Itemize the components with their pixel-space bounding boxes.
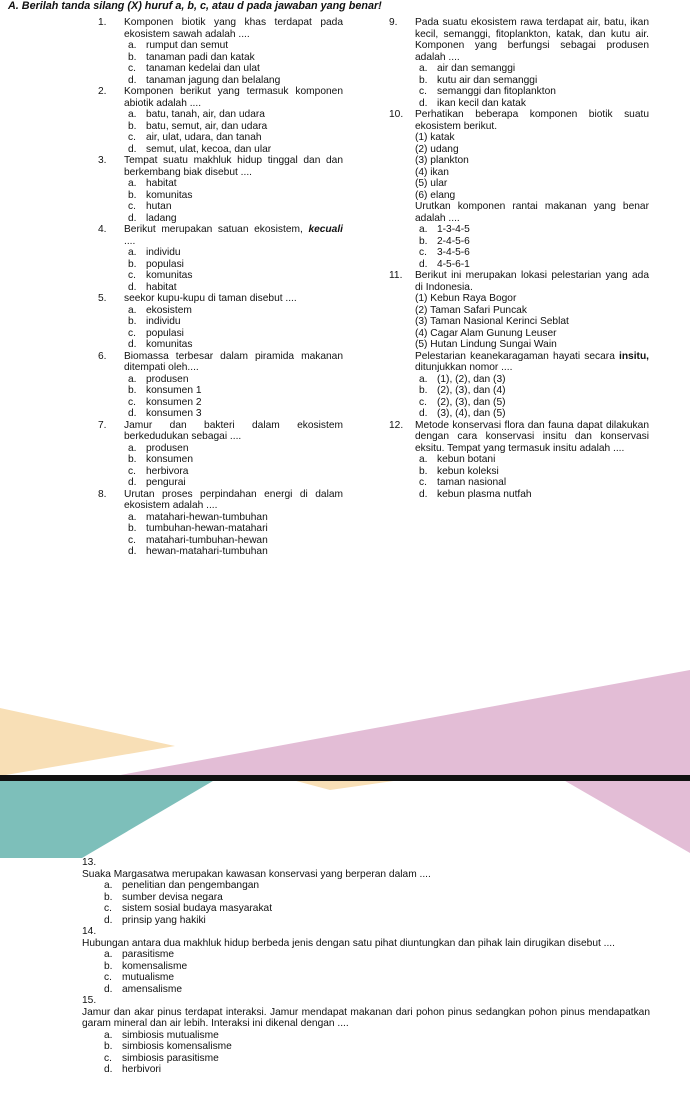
option-letter: c. — [419, 477, 427, 488]
option-text: 4-5-6-1 — [437, 258, 470, 270]
option-text: air dan semanggi — [437, 63, 516, 74]
answer-option[interactable] — [124, 477, 343, 489]
option-letter: b. — [128, 454, 137, 465]
option-letter: c. — [128, 270, 136, 281]
option-text: kebun koleksi — [437, 465, 499, 477]
list-item: (2) Taman Safari Puncak — [415, 304, 527, 316]
option-letter: c. — [128, 534, 136, 546]
option-text: kebun plasma nutfah — [437, 488, 532, 500]
option-text: prinsip yang hakiki — [122, 914, 206, 926]
answer-option[interactable] — [124, 397, 343, 409]
question — [389, 17, 649, 63]
answer-option[interactable] — [124, 63, 343, 75]
option-letter: c. — [128, 465, 136, 477]
question — [389, 109, 649, 132]
answer-option[interactable] — [415, 385, 649, 397]
option-letter: c. — [419, 396, 427, 408]
option-text: 3-4-5-6 — [437, 247, 470, 258]
question-number: 6. — [98, 350, 107, 362]
answer-option[interactable] — [124, 213, 343, 225]
option-letter: b. — [419, 385, 428, 396]
option-text: (3), (4), dan (5) — [437, 408, 506, 419]
question-stem: Jamur dan akar pinus terdapat interaksi. Jamur mendapat makanan dari pohon pinus sedangkan pohon pinus mendapatkan garam mineral dan air lebih. Interaksi ini dikenal dengan .... — [82, 1006, 650, 1029]
option-letter: c. — [128, 327, 136, 339]
answer-option[interactable] — [415, 63, 649, 75]
option-text: konsumen 1 — [146, 385, 202, 396]
section-title: A. Berilah tanda silang (X) huruf a, b, c, atau d pada jawaban yang benar! — [8, 0, 382, 12]
question-number: 13. — [82, 857, 97, 868]
answer-option[interactable] — [124, 385, 343, 397]
option-letter: c. — [419, 247, 427, 258]
answer-option[interactable] — [124, 247, 343, 259]
list-item: (3) plankton — [415, 155, 469, 166]
prompt-text: Pelestarian keanekaragaman hayati secara — [415, 350, 619, 362]
option-text: matahari-hewan-tumbuhan — [146, 511, 268, 523]
option-text: sumber devisa negara — [122, 891, 223, 903]
question-number: 11. — [389, 270, 403, 281]
question-stem: Metode konservasi flora dan fauna dapat dilakukan dengan cara konservasi insitu dan konservasi eksitu. Tempat yang termasuk insitu adalah .... — [415, 419, 649, 454]
option-text: mutualisme — [122, 972, 175, 983]
option-letter: a. — [104, 880, 113, 891]
option-letter: d. — [128, 143, 137, 155]
answer-option[interactable] — [100, 915, 650, 927]
question-number: 12. — [389, 419, 404, 431]
question — [98, 351, 343, 374]
answer-option[interactable] — [124, 328, 343, 340]
peach-shape — [0, 708, 175, 776]
option-text: (2), (3), dan (5) — [437, 396, 506, 408]
option-letter: d. — [419, 488, 428, 500]
answer-option[interactable] — [124, 282, 343, 294]
option-letter: a. — [419, 454, 428, 465]
left-column — [98, 17, 343, 558]
option-letter: a. — [128, 247, 137, 258]
option-text: individu — [146, 316, 181, 327]
answer-option[interactable] — [415, 408, 649, 420]
option-letter: b. — [128, 316, 137, 327]
question-number: 3. — [98, 155, 107, 166]
answer-option[interactable] — [415, 98, 649, 110]
option-letter: d. — [128, 546, 137, 557]
question — [389, 420, 649, 455]
answer-option[interactable] — [100, 972, 650, 984]
answer-option[interactable] — [124, 52, 343, 64]
decorative-banner — [0, 668, 690, 858]
question-prompt — [415, 351, 649, 374]
answer-option[interactable] — [100, 961, 650, 973]
answer-option[interactable] — [124, 190, 343, 202]
question-stem: seekor kupu-kupu di taman disebut .... — [124, 293, 297, 304]
question-stem: Biomassa terbesar dalam piramida makanan ditempati oleh.... — [124, 350, 343, 373]
answer-option[interactable] — [124, 144, 343, 156]
question-stem: Komponen biotik yang khas terdapat pada ekosistem sawah adalah .... — [124, 17, 343, 40]
stem-text: .... — [124, 235, 136, 247]
option-letter: b. — [104, 1041, 113, 1052]
option-text: ikan kecil dan katak — [437, 97, 526, 109]
option-text: komunitas — [146, 270, 193, 281]
option-text: komunitas — [146, 339, 193, 350]
option-letter: b. — [128, 51, 137, 63]
answer-option[interactable] — [124, 546, 343, 558]
option-letter: a. — [104, 1029, 113, 1041]
option-letter: d. — [104, 983, 113, 995]
question-number: 5. — [98, 293, 107, 304]
option-text: semut, ulat, kecoa, dan ular — [146, 143, 272, 155]
prompt-emphasis: insitu, — [619, 350, 649, 362]
option-text: individu — [146, 247, 181, 258]
option-letter: c. — [128, 396, 136, 408]
option-text: batu, semut, air, dan udara — [146, 120, 268, 132]
list-item: (4) ikan — [415, 166, 449, 178]
answer-option[interactable] — [415, 224, 649, 236]
question — [98, 86, 343, 109]
option-text: (1), (2), dan (3) — [437, 373, 506, 385]
option-letter: a. — [128, 109, 137, 120]
answer-option[interactable] — [124, 316, 343, 328]
option-text: batu, tanah, air, dan udara — [146, 109, 265, 120]
answer-option[interactable] — [124, 132, 343, 144]
answer-option[interactable] — [415, 374, 649, 386]
question — [98, 155, 343, 178]
option-letter: d. — [128, 212, 137, 224]
option-text: habitat — [146, 281, 177, 293]
stem-emphasis: kecuali — [308, 224, 343, 235]
answer-option[interactable] — [124, 121, 343, 133]
question — [98, 489, 343, 512]
answer-option[interactable] — [124, 523, 343, 535]
option-text: pengurai — [146, 477, 186, 488]
option-text: konsumen — [146, 454, 194, 465]
option-letter: d. — [128, 281, 137, 293]
list-item: (3) Taman Nasional Kerinci Seblat — [415, 316, 569, 327]
answer-option[interactable] — [124, 512, 343, 524]
question — [389, 270, 649, 293]
list-item: (6) elang — [415, 189, 456, 201]
question-stem: Hubungan antara dua makhluk hidup berbeda jenis dengan satu pihat diuntungkan dan pihak lain dirugikan disebut .... — [82, 937, 615, 949]
option-text: kutu air dan semanggi — [437, 74, 538, 86]
answer-option[interactable] — [124, 374, 343, 386]
option-letter: a. — [419, 63, 428, 74]
option-text: tanaman kedelai dan ulat — [146, 63, 260, 74]
list-item: (1) katak — [415, 132, 455, 143]
option-letter: b. — [419, 465, 428, 477]
option-text: penelitian dan pengembangan — [122, 880, 260, 891]
answer-option[interactable] — [124, 305, 343, 317]
option-text: konsumen 3 — [146, 408, 202, 419]
option-text: komensalisme — [122, 960, 188, 972]
question-stem: Komponen berikut yang termasuk komponen abiotik adalah .... — [124, 86, 343, 109]
option-letter: d. — [128, 477, 137, 488]
option-text: ladang — [146, 212, 177, 224]
answer-option[interactable] — [100, 892, 650, 904]
option-letter: a. — [104, 949, 113, 960]
option-text: kebun botani — [437, 454, 496, 465]
option-text: populasi — [146, 327, 184, 339]
option-text: (2), (3), dan (4) — [437, 385, 506, 396]
answer-option[interactable] — [415, 236, 649, 248]
answer-option[interactable] — [415, 75, 649, 87]
list-item: (2) udang — [415, 143, 459, 155]
answer-option[interactable] — [124, 178, 343, 190]
option-text: rumput dan semut — [146, 40, 229, 51]
answer-option[interactable] — [415, 397, 649, 409]
option-text: simbiosis komensalisme — [122, 1041, 232, 1052]
question — [98, 224, 343, 247]
option-letter: b. — [128, 523, 137, 534]
question-prompt: Urutkan komponen rantai makanan yang benar adalah .... — [415, 201, 649, 224]
question — [98, 293, 343, 305]
stem-text: Berikut merupakan satuan ekosistem, — [124, 224, 309, 235]
question-number: 1. — [98, 17, 107, 28]
option-text: tumbuhan-hewan-matahari — [146, 523, 268, 534]
question-stem: Jamur dan bakteri dalam ekosistem berkedudukan sebagai .... — [124, 419, 343, 442]
option-letter: d. — [104, 1064, 113, 1075]
option-text: 2-4-5-6 — [437, 235, 470, 247]
question-number: 8. — [98, 488, 107, 500]
option-text: ekosistem — [146, 304, 192, 316]
option-text: hutan — [146, 201, 172, 212]
option-letter: b. — [128, 385, 137, 396]
question-number: 2. — [98, 86, 107, 97]
option-letter: c. — [128, 132, 136, 143]
option-text: herbivori — [122, 1064, 162, 1075]
answer-option[interactable] — [100, 1030, 650, 1042]
question-stem: Perhatikan beberapa komponen biotik suatu ekosistem berikut. — [415, 109, 649, 132]
option-letter: b. — [419, 235, 428, 247]
option-letter: c. — [104, 1052, 112, 1064]
option-letter: b. — [104, 960, 113, 972]
answer-option[interactable] — [124, 339, 343, 351]
question-stem: Urutan proses perpindahan energi di dalam ekosistem adalah .... — [124, 488, 343, 511]
list-item: (4) Cagar Alam Gunung Leuser — [415, 327, 557, 339]
question — [98, 420, 343, 443]
option-text: parasitisme — [122, 949, 175, 960]
option-letter: d. — [128, 408, 137, 419]
option-text: amensalisme — [122, 983, 183, 995]
answer-option[interactable] — [415, 454, 649, 466]
option-letter: d. — [128, 339, 137, 350]
answer-option[interactable] — [100, 880, 650, 892]
question-number: 14. — [82, 926, 97, 937]
answer-option[interactable] — [124, 535, 343, 547]
question-stem: Tempat suatu makhluk hidup tinggal dan dan berkembang biak disebut .... — [124, 155, 343, 178]
option-text: simbiosis mutualisme — [122, 1029, 219, 1041]
question-number: 15. — [82, 995, 97, 1006]
option-text: tanaman padi dan katak — [146, 51, 255, 63]
option-letter: c. — [128, 201, 136, 212]
answer-option[interactable] — [100, 1041, 650, 1053]
bottom-section — [82, 857, 650, 1076]
answer-option[interactable] — [415, 247, 649, 259]
option-text: habitat — [146, 178, 177, 189]
option-letter: a. — [128, 178, 137, 189]
option-text: hewan-matahari-tumbuhan — [146, 546, 268, 557]
option-text: 1-3-4-5 — [437, 224, 470, 235]
answer-option[interactable] — [124, 466, 343, 478]
answer-option[interactable] — [415, 86, 649, 98]
divider-bar — [0, 775, 690, 781]
option-letter: c. — [104, 972, 112, 983]
option-text: sistem sosial budaya masyarakat — [122, 903, 273, 914]
option-text: semanggi dan fitoplankton — [437, 86, 556, 97]
option-letter: c. — [128, 63, 136, 74]
prompt-text: ditunjukkan nomor .... — [415, 362, 513, 373]
list-item: (1) Kebun Raya Bogor — [415, 293, 517, 304]
option-letter: a. — [128, 40, 137, 51]
question — [82, 995, 650, 1030]
answer-option[interactable] — [124, 40, 343, 52]
option-text: produsen — [146, 373, 189, 385]
option-text: konsumen 2 — [146, 396, 202, 408]
answer-option[interactable] — [124, 75, 343, 87]
option-text: air, ulat, udara, dan tanah — [146, 132, 262, 143]
question — [82, 926, 650, 949]
answer-option[interactable] — [100, 949, 650, 961]
option-letter: d. — [419, 97, 428, 109]
option-letter: a. — [128, 373, 137, 385]
answer-option[interactable] — [415, 477, 649, 489]
answer-option[interactable] — [415, 259, 649, 271]
answer-option[interactable] — [124, 443, 343, 455]
answer-option[interactable] — [100, 903, 650, 915]
option-letter: d. — [419, 408, 428, 419]
question-number: 4. — [98, 224, 107, 235]
option-letter: a. — [419, 373, 428, 385]
option-letter: a. — [128, 511, 137, 523]
option-letter: b. — [128, 258, 137, 270]
option-letter: b. — [419, 74, 428, 86]
answer-option[interactable] — [124, 270, 343, 282]
pink-shape — [115, 670, 690, 776]
answer-option[interactable] — [415, 466, 649, 478]
option-letter: a. — [419, 224, 428, 235]
answer-option[interactable] — [415, 489, 649, 501]
question-stem — [124, 224, 343, 247]
answer-option[interactable] — [124, 454, 343, 466]
question — [98, 17, 343, 40]
answer-option[interactable] — [100, 1053, 650, 1065]
option-text: komunitas — [146, 189, 193, 201]
option-text: taman nasional — [437, 477, 507, 488]
question — [82, 857, 650, 880]
right-column — [389, 17, 649, 500]
option-letter: c. — [104, 903, 112, 914]
question-stem: Suaka Margasatwa merupakan kawasan konservasi yang berperan dalam .... — [82, 868, 431, 880]
option-text: herbivora — [146, 465, 189, 477]
option-letter: d. — [419, 258, 428, 270]
option-letter: d. — [104, 914, 113, 926]
option-text: simbiosis parasitisme — [122, 1052, 219, 1064]
answer-option[interactable] — [100, 984, 650, 996]
option-letter: b. — [128, 120, 137, 132]
question-stem: Berikut ini merupakan lokasi pelestarian yang ada di Indonesia. — [415, 270, 649, 293]
question-number: 7. — [98, 419, 107, 431]
list-item: (5) ular — [415, 178, 448, 189]
answer-option[interactable] — [124, 201, 343, 213]
option-letter: b. — [104, 891, 113, 903]
answer-option[interactable] — [100, 1064, 650, 1076]
option-letter: a. — [128, 442, 137, 454]
option-letter: a. — [128, 304, 137, 316]
answer-option[interactable] — [124, 408, 343, 420]
option-text: tanaman jagung dan belalang — [146, 74, 281, 86]
option-letter: d. — [128, 74, 137, 86]
question-number: 10. — [389, 109, 404, 120]
option-letter: b. — [128, 189, 137, 201]
answer-option[interactable] — [124, 259, 343, 271]
option-letter: c. — [419, 86, 427, 97]
question-number: 9. — [389, 17, 398, 28]
option-text: produsen — [146, 442, 189, 454]
teal-shape — [0, 778, 218, 858]
list-item: (5) Hutan Lindung Sungai Wain — [415, 339, 557, 350]
pink-lower-shape — [560, 778, 690, 853]
question-stem: Pada suatu ekosistem rawa terdapat air, batu, ikan kecil, semanggi, fitoplankton, katak, dan kutu air. Komponen yang berfungsi sebagai produsen adalah .... — [415, 17, 649, 63]
option-text: populasi — [146, 258, 184, 270]
option-text: matahari-tumbuhan-hewan — [146, 534, 268, 546]
answer-option[interactable] — [124, 109, 343, 121]
